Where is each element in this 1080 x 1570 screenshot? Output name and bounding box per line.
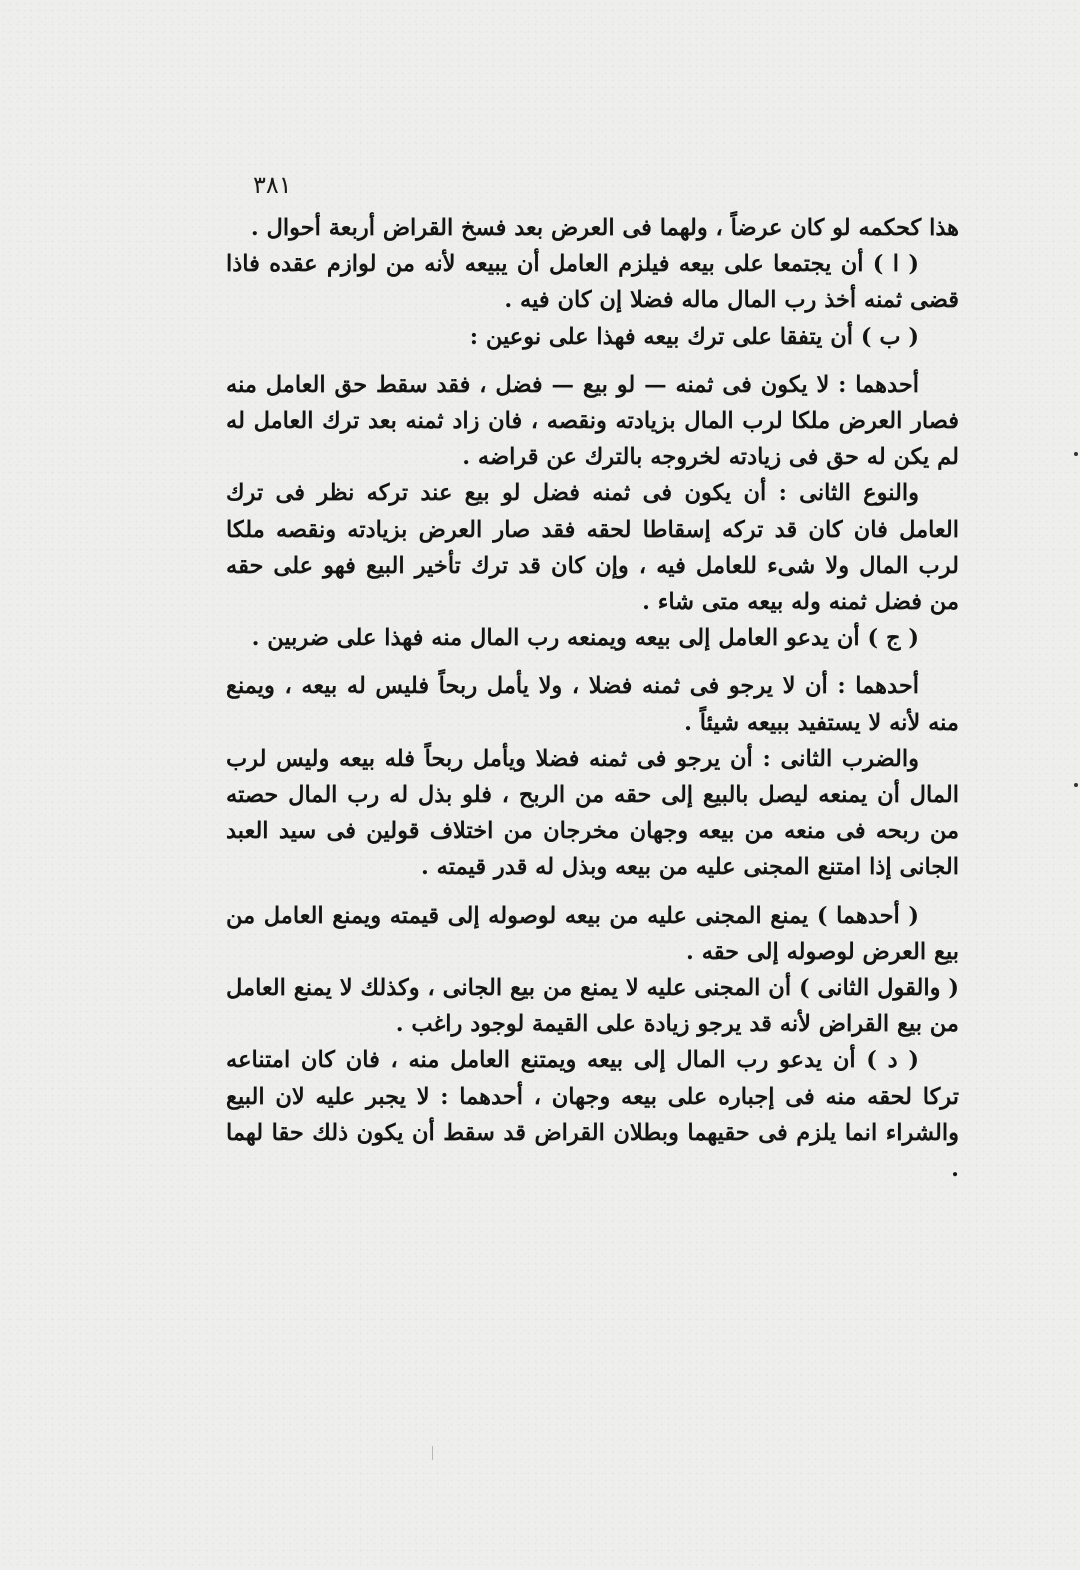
paragraph-opinion-one: ( أحدهما ) يمنع المجنى عليه من بيعه لوصوله إلى قيمته ويمنع العامل من بيع العرض لوصوله إلى حقه .	[226, 902, 959, 965]
paragraph-case-b-first: أحدهما : لا يكون فى ثمنه — لو بيع — فضل ، فقد سقط حق العامل منه فصار العرض ملكا لرب المال بزيادته ونقصه ، فان زاد ثمنه بعد ترك العامل له لم يكن له حق فى زيادته لخروجه بالترك عن قراضه .	[226, 371, 959, 471]
scan-speck	[1074, 783, 1078, 787]
paragraph-case-d: ( د ) أن يدعو رب المال إلى بيعه ويمتنع العامل منه ، فان كان امتناعه تركا لحقه منه فى إجباره على بيعه وجهان ، أحدهما : لا يجبر عليه لان البيع والشراء انما يلزم فى حقيهما وبطلان القراض قد سقط أن يكون ذلك حقا لهما .	[226, 1047, 959, 1183]
paragraph-case-b: ( ب ) أن يتفقا على ترك بيعه فهذا على نوعين :	[469, 323, 919, 350]
paragraph-case-c: ( ج ) أن يدعو العامل إلى بيعه ويمنعه رب المال منه فهذا على ضربين .	[251, 625, 919, 652]
paragraph-case-a: ( ا ) أن يجتمعا على بيعه فيلزم العامل أن يبيعه لأنه من لوازم عقده فاذا قضى ثمنه أخذ رب المال ماله فضلا إن كان فيه .	[226, 251, 959, 314]
paragraph-case-b-second: والنوع الثانى : أن يكون فى ثمنه فضل لو بيع عند تركه نظر فى ترك العامل فان كان قد تركه إسقاطا لحقه فقد صار العرض بزيادته ونقصه ملكا لرب المال ولا شىء للعامل فيه ، وإن كان قد ترك تأخير البيع فهو على حقه من فضل ثمنه وله بيعه متى شاء .	[226, 480, 959, 616]
paragraph-case-c-second: والضرب الثانى : أن يرجو فى ثمنه فضلا ويأمل ربحاً فله بيعه وليس لرب المال أن يمنعه ليصل بالبيع إلى حقه من الربح ، فلو بذل له رب المال حصته من ربحه فى منعه من بيعه وجهان مخرجان من اختلاف قولين فى سيد العبد الجانى إذا امتنع المجنى عليه من بيعه وبذل له قدر قيمته .	[226, 745, 959, 881]
body-text	[226, 210, 959, 1187]
paragraph-case-c-first: أحدهما : أن لا يرجو فى ثمنه فضلا ، ولا يأمل ربحاً فليس له بيعه ، ويمنع منه لأنه لا يستفيد ببيعه شيئاً .	[226, 673, 959, 736]
paragraph-opinion-two: ( والقول الثانى ) أن المجنى عليه لا يمنع من بيع الجانى ، وكذلك لا يمنع العامل من بيع القراض لأنه قد يرجو زيادة على القيمة لوجود راغب .	[226, 975, 959, 1038]
page-number: ٣٨١	[253, 171, 292, 199]
scan-speck	[1074, 452, 1078, 456]
paragraph-intro: هذا كحكمه لو كان عرضاً ، ولهما فى العرض بعد فسخ القراض أربعة أحوال .	[250, 215, 959, 241]
scan-artifact	[432, 1446, 433, 1460]
